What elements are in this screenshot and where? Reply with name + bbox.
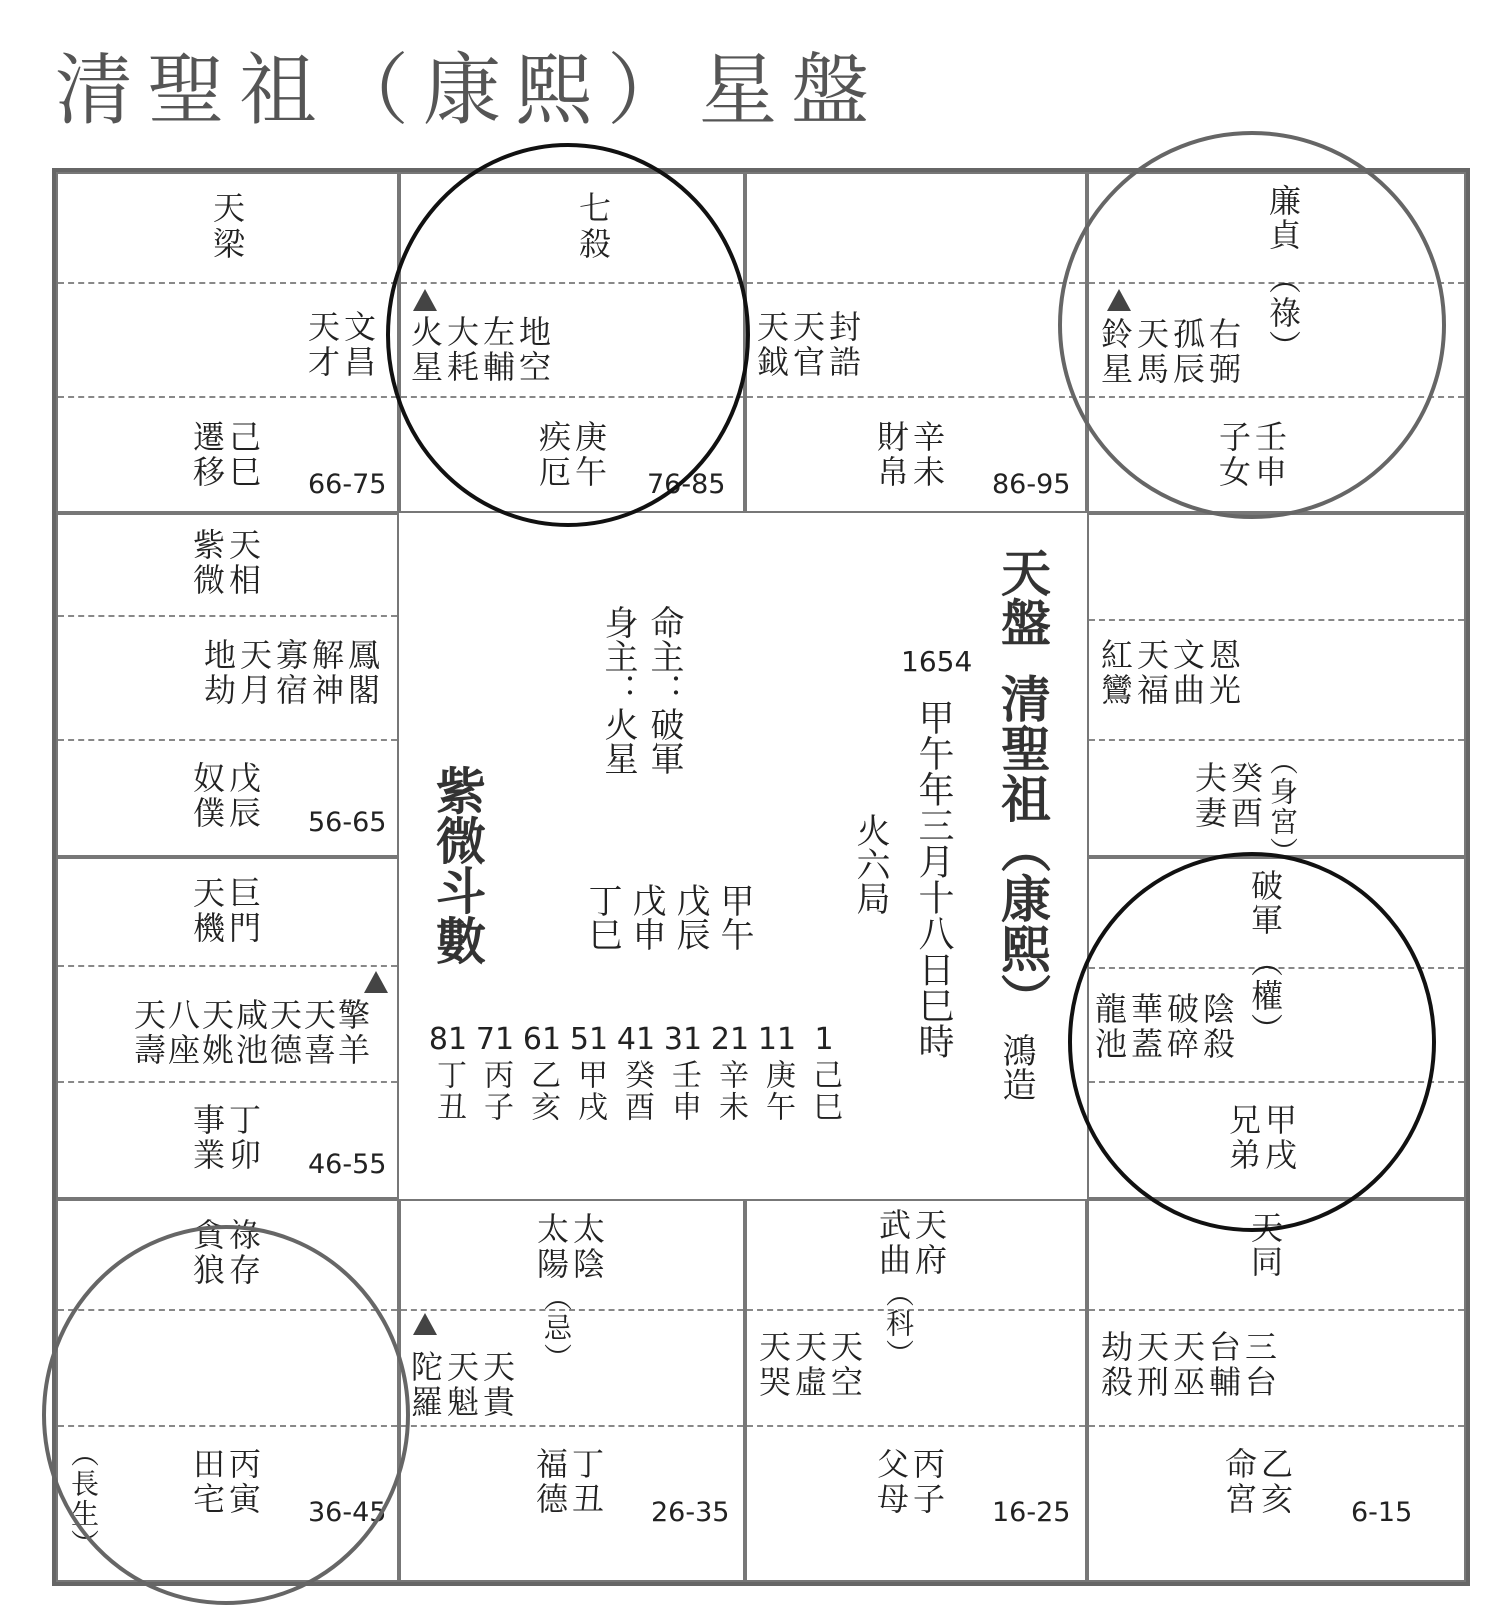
palace-name-1: 兄甲: [1229, 1101, 1302, 1139]
minor-stars-2: 星耗輔空: [411, 348, 556, 386]
minor-stars-2: 劫月宿神閣: [204, 671, 385, 709]
decade-ganzhi: 癸酉: [619, 1059, 654, 1123]
decade-ganzhi: 甲戌: [572, 1059, 607, 1123]
transform-quan: （權）: [1246, 945, 1284, 1047]
minor-stars-1: 紅天文恩: [1101, 636, 1246, 674]
age-range: 46-55: [308, 1149, 387, 1180]
palace-name-2: 僕辰: [193, 794, 266, 832]
decade-cycle: [521, 1021, 563, 1123]
main-star-2: 微相: [193, 561, 266, 599]
minor-stars-2: 星馬辰弼: [1101, 350, 1246, 388]
shen-zhu: 身主：火星: [598, 605, 638, 775]
palace-name-1: 奴戊: [193, 759, 266, 797]
decade-cycle: [662, 1021, 704, 1123]
minor-stars-1: 劫天天台三: [1101, 1328, 1282, 1366]
author: 鴻造: [996, 1033, 1036, 1101]
palace-name-2: 帛未: [877, 453, 950, 491]
palace-name-1: 遷己: [193, 418, 266, 456]
palace-name-2: 宮亥: [1225, 1480, 1298, 1518]
palace-name-2: 妻酉: [1195, 794, 1268, 832]
palace-chen: [56, 513, 399, 857]
minor-stars-2: 池蓋碎殺: [1095, 1025, 1240, 1063]
palace-shen: [1087, 172, 1466, 513]
age-range: 16-25: [992, 1497, 1071, 1528]
age-range: 6-15: [1351, 1497, 1413, 1528]
minor-stars-1: 龍華破陰: [1095, 990, 1240, 1028]
palace-yin: [56, 1199, 399, 1582]
palace-name-2: 厄午: [539, 453, 612, 491]
decade-cycle: [709, 1021, 751, 1123]
tianpan-label: 天盤: [993, 547, 1052, 647]
main-star-2: 曲府: [879, 1241, 952, 1279]
center-panel: [399, 513, 1087, 1199]
minor-stars-2: 哭虛空: [759, 1363, 868, 1401]
triangle-marker-icon: [413, 1313, 437, 1335]
palace-si: [56, 172, 399, 513]
transform-ji: （忌）: [540, 1283, 573, 1373]
system-title: 紫微斗數: [428, 765, 487, 965]
palace-name-2: 業卯: [193, 1136, 266, 1174]
decade-age: 81: [428, 1022, 468, 1057]
age-range: 36-45: [308, 1497, 387, 1528]
minor-stars-1: 陀天天: [411, 1348, 520, 1386]
main-star-1: 貪祿: [193, 1216, 266, 1254]
pillar-hour: 丁巳: [582, 883, 622, 951]
palace-you: [1087, 513, 1466, 867]
minor-stars-1: 火大左地: [411, 313, 556, 351]
palace-name-2: 女申: [1219, 453, 1292, 491]
ming-zhu: 命主：破軍: [644, 605, 684, 775]
palace-name-1: 父丙: [877, 1445, 950, 1483]
decade-cycle: [427, 1021, 469, 1123]
palace-name-2: 移巳: [193, 453, 266, 491]
minor-stars-1: 天文: [308, 308, 381, 346]
decade-cycle: [474, 1021, 516, 1123]
decade-age: 11: [757, 1022, 797, 1057]
palace-chou: [399, 1199, 745, 1582]
triangle-marker-icon: [364, 971, 388, 993]
palace-name-1: 夫癸: [1195, 759, 1268, 797]
triangle-marker-icon: [413, 289, 437, 311]
main-star-1: 武天: [879, 1206, 952, 1244]
age-range: 26-35: [651, 1497, 730, 1528]
palace-name-1: 福丁: [536, 1445, 609, 1483]
main-star-1: 紫天: [193, 526, 266, 564]
decade-cycle: [615, 1021, 657, 1123]
decade-ganzhi: 乙亥: [525, 1059, 560, 1123]
palace-name-1: 子壬: [1219, 418, 1292, 456]
age-range: 86-95: [992, 469, 1071, 500]
pillar-day: 戊申: [626, 883, 666, 951]
decade-cycle: [803, 1021, 845, 1123]
palace-name-2: 母子: [877, 1480, 950, 1518]
palace-name-2: 宅寅: [193, 1480, 266, 1518]
decade-age: 71: [475, 1022, 515, 1057]
birth-date: 甲午年三月十八日巳時: [913, 699, 954, 1059]
palace-name-1: 命乙: [1225, 1445, 1298, 1483]
pillar-month: 戊辰: [670, 883, 710, 951]
main-star: 天梁: [213, 189, 250, 263]
age-range: 56-65: [308, 807, 387, 838]
decade-age: 51: [569, 1022, 609, 1057]
ju-label: 火六局: [850, 813, 890, 915]
palace-name-2: 弟戌: [1229, 1136, 1302, 1174]
main-star: 天同: [1246, 1211, 1284, 1279]
main-star: 七殺: [579, 189, 616, 263]
palace-name-1: 疾庚: [539, 418, 612, 456]
minor-stars-1: 天天天: [759, 1328, 868, 1366]
decade-ganzhi: 己巳: [807, 1059, 842, 1123]
minor-stars-1: 天天封: [757, 308, 866, 346]
palace-name-1: 事丁: [193, 1101, 266, 1139]
minor-stars-2: 才昌: [308, 343, 381, 381]
decade-ganzhi: 丙子: [478, 1059, 513, 1123]
minor-stars-1: 鈴天孤右: [1101, 315, 1246, 353]
subject-name: 清聖祖（康熙）: [993, 673, 1052, 1023]
decade-ganzhi: 辛未: [713, 1059, 748, 1123]
chart-board: [52, 168, 1470, 1586]
decade-ganzhi: 丁丑: [431, 1059, 466, 1123]
main-star: 破軍: [1246, 869, 1284, 937]
palace-wu: [399, 172, 745, 513]
palace-wei: [745, 172, 1087, 513]
main-star-1: 天巨: [193, 874, 266, 912]
decade-cycles: [427, 1021, 847, 1141]
decade-age: 61: [522, 1022, 562, 1057]
triangle-marker-icon: [1107, 289, 1131, 311]
decade-ganzhi: 庚午: [760, 1059, 795, 1123]
changsheng-label: （長生）: [67, 1439, 100, 1559]
palace-hai: [1087, 1199, 1466, 1582]
transform-lu: （祿）: [1264, 262, 1302, 364]
minor-stars-2: 殺刑巫輔台: [1101, 1363, 1282, 1401]
birth-year: 1654: [901, 645, 973, 678]
palace-name-1: 田丙: [193, 1445, 266, 1483]
palace-xu: [1087, 857, 1466, 1199]
body-palace-label: （身宮）: [1266, 747, 1299, 867]
decade-age: 31: [663, 1022, 703, 1057]
minor-stars-2: 壽座姚池德喜羊: [134, 1031, 373, 1069]
age-range: 76-85: [647, 469, 726, 500]
minor-stars-2: 鸞福曲光: [1101, 671, 1246, 709]
palace-name-2: 德丑: [536, 1480, 609, 1518]
decade-ganzhi: 壬申: [666, 1059, 701, 1123]
age-range: 66-75: [308, 469, 387, 500]
palace-zi: [745, 1199, 1087, 1582]
minor-stars-2: 羅魁貴: [411, 1383, 520, 1421]
main-star-2: 狼存: [193, 1251, 266, 1289]
decade-cycle: [756, 1021, 798, 1123]
transform-ke: （科）: [882, 1279, 915, 1369]
minor-stars-1: 地天寡解鳳: [204, 636, 385, 674]
palace-name-1: 財辛: [877, 418, 950, 456]
decade-age: 41: [616, 1022, 656, 1057]
main-star-1: 太太: [537, 1210, 610, 1248]
main-star: 廉貞: [1264, 184, 1302, 252]
page-title: 清聖祖（康熙）星盤: [55, 46, 884, 136]
decade-age: 1: [814, 1022, 834, 1057]
minor-stars-1: 天八天咸天天擎: [134, 996, 373, 1034]
main-star-2: 機門: [193, 909, 266, 947]
decade-cycle: [568, 1021, 610, 1123]
palace-mao: [56, 857, 399, 1199]
pillar-year: 甲午: [714, 883, 754, 951]
decade-age: 21: [710, 1022, 750, 1057]
main-star-2: 陽陰: [537, 1245, 610, 1283]
minor-stars-2: 鉞官誥: [757, 343, 866, 381]
